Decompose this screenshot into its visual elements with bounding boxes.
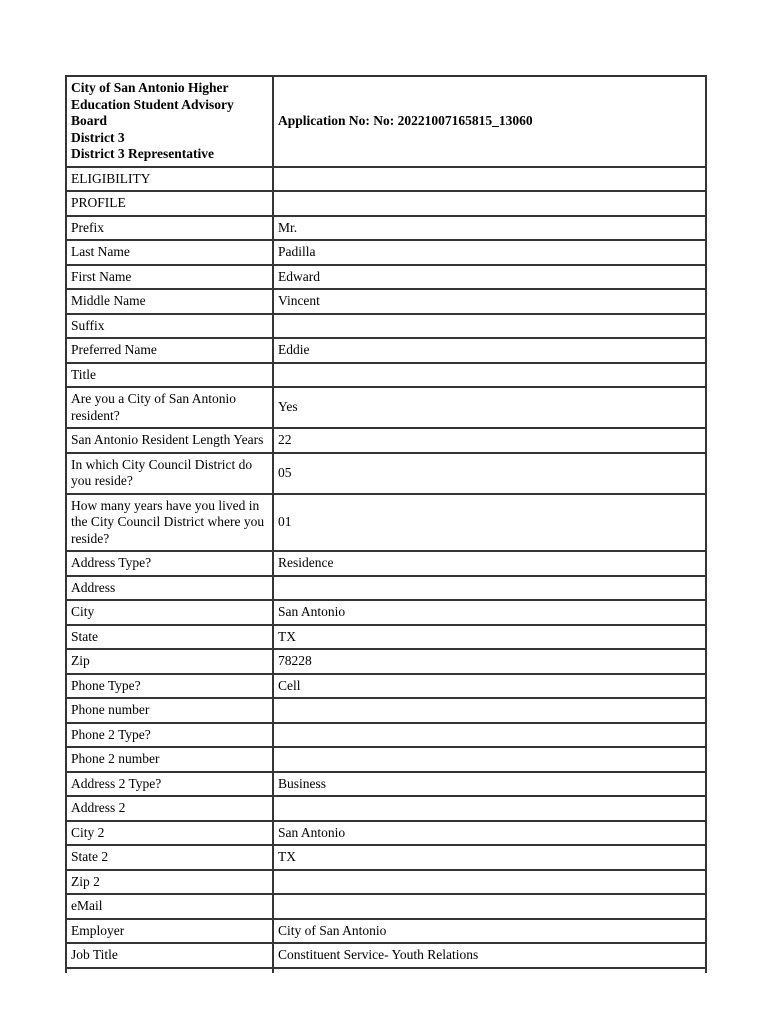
cutoff-row-label-cell <box>66 968 273 973</box>
row-value <box>273 167 706 192</box>
table-row <box>66 240 706 265</box>
cutoff-row <box>66 968 706 973</box>
row-label: eMail <box>66 894 273 919</box>
board-title-line: District 3 <box>71 129 125 145</box>
row-label: ELIGIBILITY <box>66 167 273 192</box>
row-value: 01 <box>273 494 706 552</box>
row-value: Constituent Service- Youth Relations <box>273 943 706 968</box>
row-value: 78228 <box>273 649 706 674</box>
row-value: Yes <box>273 387 706 428</box>
row-value: Vincent <box>273 289 706 314</box>
application-form-table <box>65 75 707 973</box>
row-label: San Antonio Resident Length Years <box>66 428 273 453</box>
row-value: Padilla <box>273 240 706 265</box>
row-value <box>273 698 706 723</box>
row-value: Residence <box>273 551 706 576</box>
row-label: Zip 2 <box>66 870 273 895</box>
table-row <box>66 576 706 601</box>
header-row <box>66 76 706 167</box>
row-value <box>273 870 706 895</box>
row-value <box>273 796 706 821</box>
row-label: PROFILE <box>66 191 273 216</box>
table-row <box>66 747 706 772</box>
row-label: Suffix <box>66 314 273 339</box>
row-value: Mr. <box>273 216 706 241</box>
row-value <box>273 363 706 388</box>
row-value <box>273 191 706 216</box>
table-row <box>66 453 706 494</box>
row-value: San Antonio <box>273 600 706 625</box>
row-label: Job Title <box>66 943 273 968</box>
row-value: San Antonio <box>273 821 706 846</box>
row-label: Preferred Name <box>66 338 273 363</box>
row-label: First Name <box>66 265 273 290</box>
table-row <box>66 649 706 674</box>
row-value <box>273 747 706 772</box>
table-row <box>66 796 706 821</box>
table-row <box>66 943 706 968</box>
table-row <box>66 387 706 428</box>
table-row <box>66 723 706 748</box>
row-value: 05 <box>273 453 706 494</box>
row-label: Phone 2 Type? <box>66 723 273 748</box>
row-label: Are you a City of San Antonio resident? <box>66 387 273 428</box>
row-label: Title <box>66 363 273 388</box>
table-row <box>66 772 706 797</box>
table-row <box>66 674 706 699</box>
row-label: Prefix <box>66 216 273 241</box>
row-label: Last Name <box>66 240 273 265</box>
table-row <box>66 314 706 339</box>
row-value: Cell <box>273 674 706 699</box>
row-value: Eddie <box>273 338 706 363</box>
row-value <box>273 314 706 339</box>
row-value: TX <box>273 625 706 650</box>
row-label: Phone 2 number <box>66 747 273 772</box>
row-label: Phone number <box>66 698 273 723</box>
row-label: Address <box>66 576 273 601</box>
row-value: TX <box>273 845 706 870</box>
table-row <box>66 625 706 650</box>
row-value: 22 <box>273 428 706 453</box>
row-label: State <box>66 625 273 650</box>
row-value: Business <box>273 772 706 797</box>
table-row <box>66 265 706 290</box>
board-title-line: City of San Antonio Higher Education Student Advisory Board <box>71 80 234 128</box>
form-table-body <box>66 76 706 973</box>
application-number: Application No: No: 20221007165815_13060 <box>273 76 706 167</box>
table-row <box>66 698 706 723</box>
table-row <box>66 363 706 388</box>
row-label: Address 2 Type? <box>66 772 273 797</box>
row-label: Address 2 <box>66 796 273 821</box>
row-value: City of San Antonio <box>273 919 706 944</box>
row-value <box>273 576 706 601</box>
row-label: Phone Type? <box>66 674 273 699</box>
table-row <box>66 600 706 625</box>
row-label: City 2 <box>66 821 273 846</box>
row-label: Zip <box>66 649 273 674</box>
row-label: State 2 <box>66 845 273 870</box>
table-row <box>66 894 706 919</box>
row-label: Address Type? <box>66 551 273 576</box>
row-label: Employer <box>66 919 273 944</box>
board-title-cell <box>66 76 273 167</box>
table-row <box>66 338 706 363</box>
table-row <box>66 167 706 192</box>
table-row <box>66 191 706 216</box>
row-label: City <box>66 600 273 625</box>
table-row <box>66 870 706 895</box>
table-row <box>66 919 706 944</box>
table-row <box>66 216 706 241</box>
row-label: In which City Council District do you reside? <box>66 453 273 494</box>
table-row <box>66 289 706 314</box>
row-value: Edward <box>273 265 706 290</box>
row-value <box>273 723 706 748</box>
table-row <box>66 551 706 576</box>
row-label: How many years have you lived in the City Council District where you reside? <box>66 494 273 552</box>
table-row <box>66 845 706 870</box>
row-value <box>273 894 706 919</box>
table-row <box>66 821 706 846</box>
table-row <box>66 428 706 453</box>
row-label: Middle Name <box>66 289 273 314</box>
table-row <box>66 494 706 552</box>
board-title-line: District 3 Representative <box>71 146 214 161</box>
cutoff-row-value-cell <box>273 968 706 973</box>
